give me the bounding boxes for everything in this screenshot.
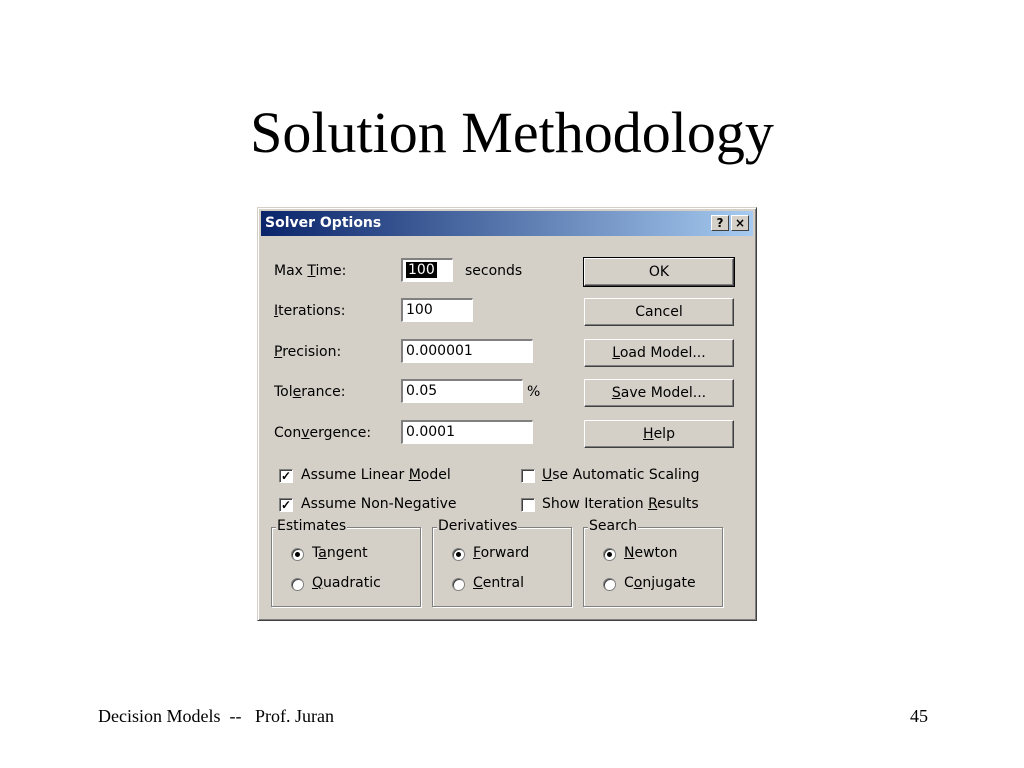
slide-title: Solution Methodology	[250, 100, 774, 165]
forward-radio[interactable]	[452, 548, 465, 561]
close-button[interactable]: ×	[731, 215, 749, 231]
dialog-titlebar[interactable]	[261, 211, 753, 236]
derivatives-group-title: Derivatives	[438, 518, 518, 534]
show-iteration-results-checkbox[interactable]	[521, 498, 535, 512]
assume-linear-model-checkbox[interactable]: ✓	[280, 469, 292, 483]
cancel-button[interactable]: Cancel	[584, 298, 734, 326]
convergence-label: Convergence:	[274, 425, 372, 441]
tangent-label: Tangent	[312, 545, 368, 561]
footer-course-label: Decision Models -- Prof. Juran	[98, 706, 334, 726]
page-number: 45	[910, 706, 928, 726]
assume-non-negative-label: Assume Non-Negative	[301, 496, 457, 512]
tolerance-percent-unit: %	[527, 384, 541, 400]
central-label: Central	[473, 575, 524, 591]
precision-label: Precision:	[274, 344, 342, 360]
solver-options-dialog	[257, 207, 757, 621]
ok-button[interactable]: OK	[584, 258, 734, 286]
max-time-input[interactable]: 100	[401, 258, 453, 282]
convergence-input[interactable]: 0.0001	[401, 420, 533, 444]
assume-non-negative-checkbox[interactable]: ✓	[280, 498, 292, 512]
use-automatic-scaling-checkbox[interactable]	[521, 469, 535, 483]
dialog-title: Solver Options	[265, 215, 382, 231]
help-question-button[interactable]: ?	[711, 215, 729, 231]
max-time-unit: seconds	[465, 263, 523, 279]
estimates-group	[271, 518, 421, 607]
newton-radio[interactable]	[603, 548, 616, 561]
max-time-label: Max Time:	[274, 263, 347, 279]
quadratic-radio[interactable]	[291, 578, 304, 591]
tolerance-label: Tolerance:	[274, 384, 346, 400]
search-group	[583, 518, 723, 607]
precision-input[interactable]: 0.000001	[401, 339, 533, 363]
iterations-input[interactable]: 100	[401, 298, 473, 322]
search-group-title: Search	[589, 518, 638, 534]
newton-label: Newton	[624, 545, 678, 561]
help-button[interactable]: Help	[584, 420, 734, 448]
iterations-label: Iterations:	[274, 303, 346, 319]
use-automatic-scaling-label: Use Automatic Scaling	[542, 467, 700, 483]
conjugate-label: Conjugate	[624, 575, 696, 591]
derivatives-group	[432, 518, 572, 607]
tangent-radio[interactable]	[291, 548, 304, 561]
load-model-button[interactable]: Load Model...	[584, 339, 734, 367]
conjugate-radio[interactable]	[603, 578, 616, 591]
tolerance-input[interactable]: 0.05	[401, 379, 523, 403]
assume-linear-model-label: Assume Linear Model	[301, 467, 451, 483]
estimates-group-title: Estimates	[277, 518, 347, 534]
forward-label: Forward	[473, 545, 530, 561]
central-radio[interactable]	[452, 578, 465, 591]
quadratic-label: Quadratic	[312, 575, 381, 591]
show-iteration-results-label: Show Iteration Results	[542, 496, 699, 512]
save-model-button[interactable]: Save Model...	[584, 379, 734, 407]
